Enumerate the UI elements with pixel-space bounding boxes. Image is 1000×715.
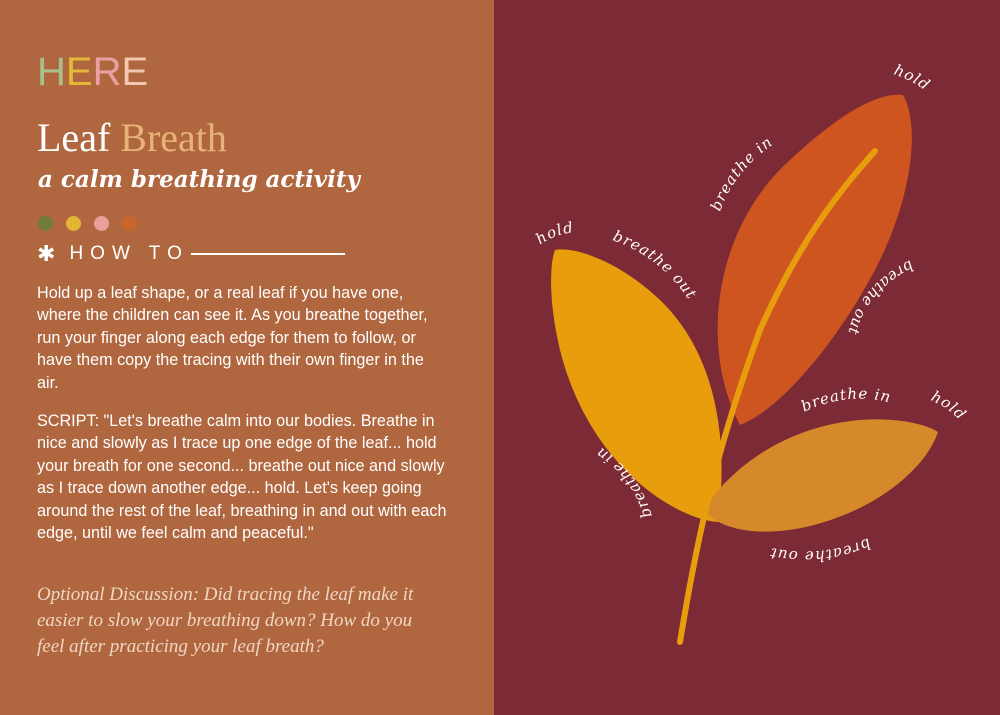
dot-olive — [38, 216, 53, 231]
logo-letter-h: H — [37, 50, 66, 94]
logo-letter-r: R — [92, 50, 122, 94]
right-hold-label: hold — [928, 387, 971, 424]
brand-logo — [37, 50, 148, 94]
left-breathe-out-label: breathe out — [610, 226, 701, 303]
title-part-1: Leaf — [37, 115, 111, 160]
top-hold-label: hold — [891, 60, 934, 95]
page-subtitle: a calm breathing activity — [38, 166, 360, 193]
left-hold-label: hold — [532, 218, 575, 249]
right-breathe-out-label: breathe out — [767, 534, 874, 566]
logo-letter-e2: E — [121, 50, 149, 94]
asterisk-icon: ✱ — [37, 241, 56, 266]
heading-rule — [191, 253, 345, 255]
leaf-illustration — [494, 0, 1000, 715]
how-to-heading — [37, 242, 345, 266]
logo-letter-e1: E — [65, 50, 93, 94]
title-part-2: Breath — [120, 115, 227, 160]
how-to-label: HOW TO — [69, 243, 189, 264]
left-breathe-in-label: breathe in — [592, 443, 656, 521]
top-breathe-in-label: breathe in — [706, 132, 777, 214]
dot-pink — [94, 216, 109, 231]
page-title — [37, 114, 227, 162]
right-leaf — [703, 419, 938, 531]
dot-rust — [122, 216, 137, 231]
color-dots — [38, 216, 137, 231]
right-breathe-in-label: breathe in — [798, 384, 894, 416]
optional-discussion: Optional Discussion: Did tracing the leaf make it easier to slow your breathing down? How do you feel after practicing your leaf breath? — [37, 584, 414, 657]
script-text: SCRIPT: "Let's breathe calm into our bodies. Breathe in nice and slowly as I trace up one edge of the leaf... hold your breath for one second... breathe out nice and slowly as I trace down another edge... hold. Let's keep going around the rest of the leaf, breathing in and out with each edge, until we feel calm and peaceful." — [37, 412, 447, 543]
top-breathe-out-label: breathe out — [844, 256, 917, 338]
instructions-text: Hold up a leaf shape, or a real leaf if you have one, where the children can see it. As you breathe together, run your finger along each edge for them to follow, or have them copy the tracing with their own finger in the air. — [37, 284, 428, 392]
dot-mustard — [66, 216, 81, 231]
